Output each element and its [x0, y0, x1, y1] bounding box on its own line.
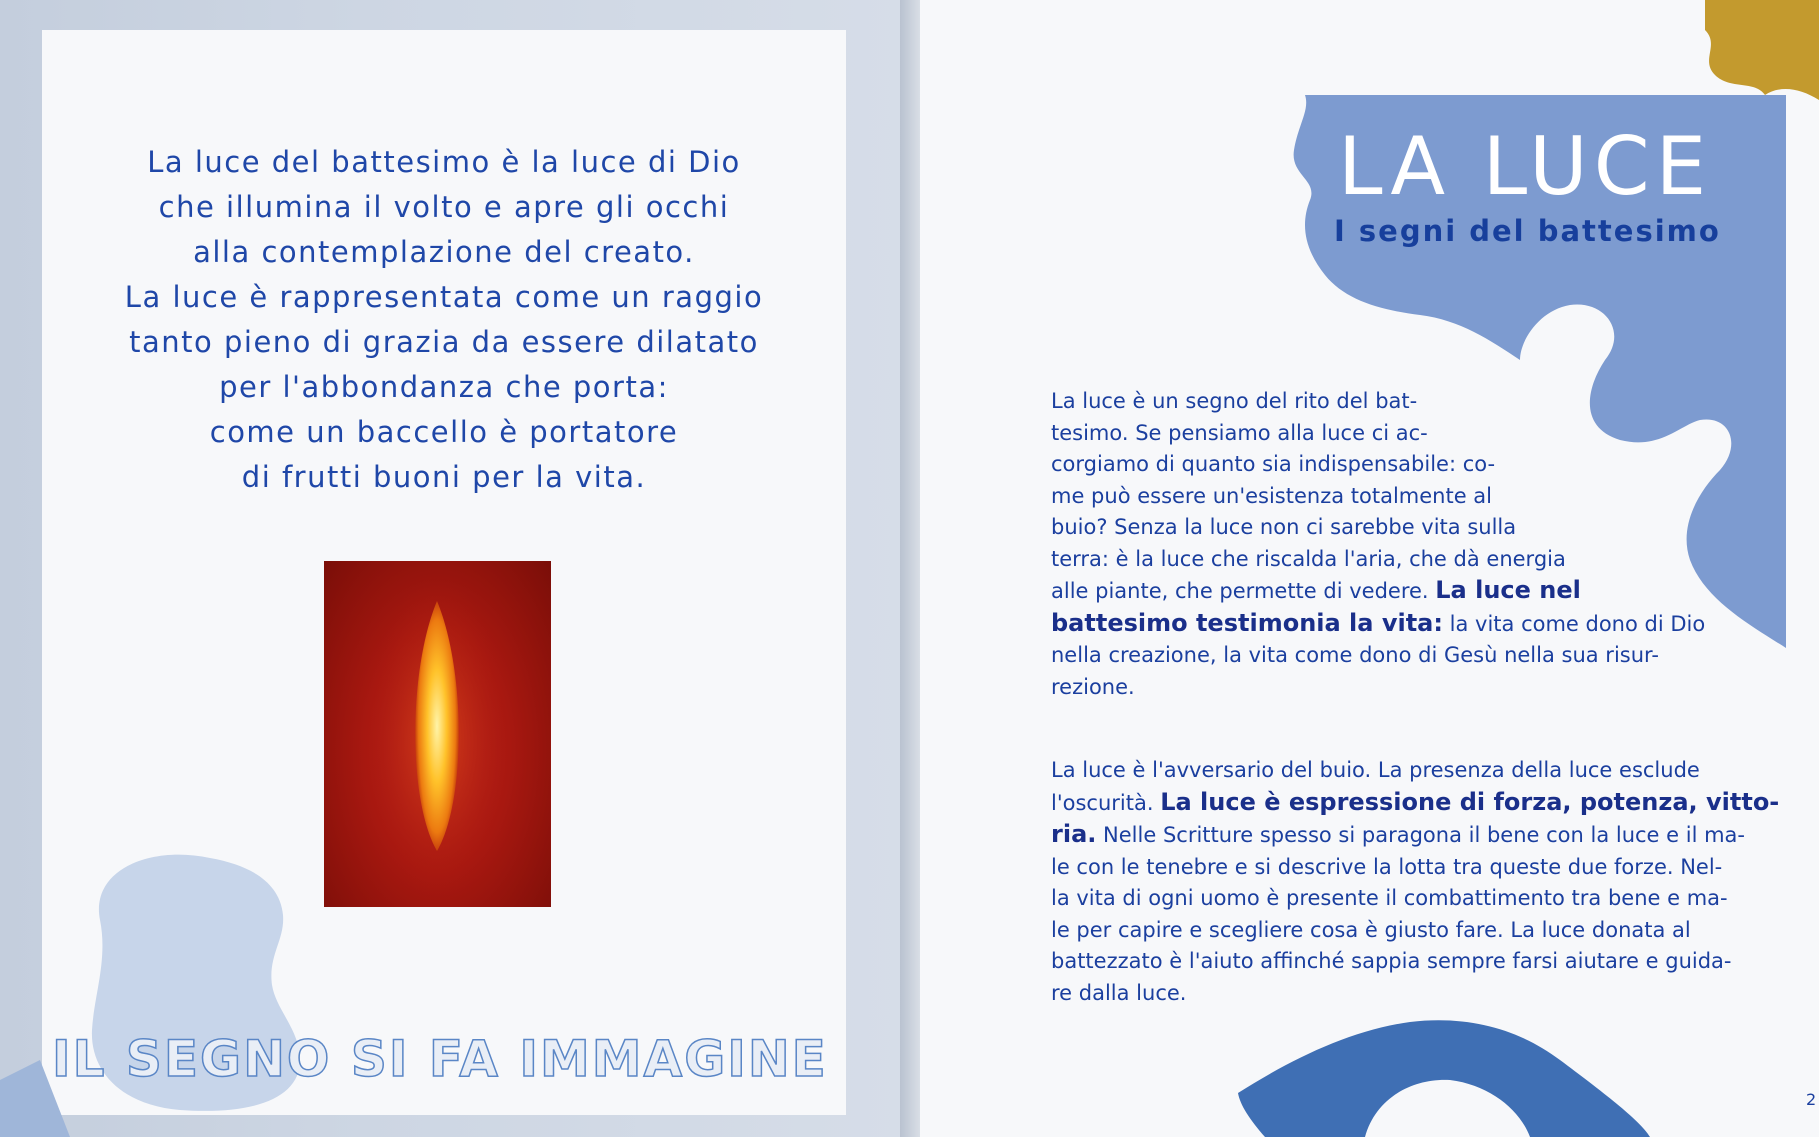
- intro-line: come un baccello è portatore: [209, 415, 679, 449]
- text-line: [1051, 978, 1779, 1010]
- line-text: nella creazione, la vita come dono di Gesù nella sua risur-: [1051, 643, 1659, 667]
- page-subtitle: I segni del battesimo: [1334, 214, 1721, 248]
- text-line: [1051, 449, 1705, 481]
- text-line: [1051, 883, 1779, 915]
- intro-line: La luce del battesimo è la luce di Dio: [147, 145, 741, 179]
- page-title: LA LUCE: [1338, 120, 1713, 213]
- highlight-text: ria.: [1051, 820, 1097, 848]
- text-line: [1051, 512, 1705, 544]
- text-line: [1051, 946, 1779, 978]
- line-text: le con le tenebre e si descrive la lotta tra queste due forze. Nel-: [1051, 854, 1723, 879]
- line-text: tesimo. Se pensiamo alla luce ci ac-: [1051, 420, 1428, 445]
- intro-line: che illumina il volto e apre gli occhi: [158, 190, 730, 224]
- intro-line: La luce è rappresentata come un raggio: [124, 280, 764, 314]
- line-text: alle piante, che permette di vedere.: [1051, 579, 1436, 603]
- intro-line: per l'abbondanza che porta:: [219, 370, 669, 404]
- text-line: [1051, 418, 1705, 450]
- line-text: la vita come dono di Dio: [1442, 611, 1706, 636]
- intro-line: di frutti buoni per la vita.: [241, 460, 647, 494]
- text-line: [1051, 386, 1705, 418]
- text-line: [1051, 640, 1705, 672]
- text-line: [1051, 755, 1779, 787]
- line-text: la vita di ogni uomo è presente il combattimento tra bene e ma-: [1051, 886, 1728, 910]
- gold-puzzle-shape: [1705, 0, 1819, 100]
- text-line: [1051, 481, 1705, 513]
- text-line: [1051, 852, 1779, 884]
- text-line: [1051, 544, 1705, 576]
- highlight-text: La luce è espressione di forza, potenza, vitto-: [1160, 787, 1780, 816]
- line-text: buio? Senza la luce non ci sarebbe vita sulla: [1051, 515, 1517, 539]
- line-text: La luce è un segno del rito del bat-: [1051, 389, 1418, 413]
- intro-line: alla contemplazione del creato.: [193, 235, 695, 269]
- text-line: [1051, 672, 1705, 704]
- text-line: [1051, 608, 1705, 641]
- bottom-title: IL SEGNO SI FA IMMAGINE: [52, 1030, 828, 1088]
- body-paragraph-2: [1051, 755, 1779, 1009]
- line-text: le per capire e scegliere cosa è giusto fare. La luce donata al: [1051, 917, 1691, 942]
- highlight-text: battesimo testimonia la vita:: [1051, 608, 1443, 637]
- bottom-puzzle-shape: [1238, 1020, 1650, 1137]
- line-text: La luce è l'avversario del buio. La presenza della luce esclude: [1051, 758, 1700, 782]
- line-text: battezzato è l'aiuto affinché sappia sempre farsi aiutare e guida-: [1051, 949, 1732, 973]
- page-number: 2: [1806, 1090, 1817, 1109]
- text-line: [1051, 819, 1779, 852]
- text-line: [1051, 575, 1705, 608]
- line-text: rezione.: [1051, 674, 1135, 699]
- text-line: [1051, 787, 1779, 820]
- highlight-text: La luce nel: [1435, 576, 1581, 604]
- line-text: Nelle Scritture spesso si paragona il bene con la luce e il ma-: [1096, 823, 1745, 847]
- intro-line: tanto pieno di grazia da essere dilatato: [129, 325, 759, 359]
- text-line: [1051, 915, 1779, 947]
- line-text: me può essere un'esistenza totalmente al: [1051, 483, 1492, 508]
- line-text: l'oscurità.: [1051, 790, 1161, 815]
- body-paragraph-1: [1051, 386, 1705, 703]
- line-text: corgiamo di quanto sia indispensabile: co-: [1051, 452, 1496, 476]
- line-text: re dalla luce.: [1051, 980, 1187, 1005]
- line-text: terra: è la luce che riscalda l'aria, che dà energia: [1051, 546, 1566, 571]
